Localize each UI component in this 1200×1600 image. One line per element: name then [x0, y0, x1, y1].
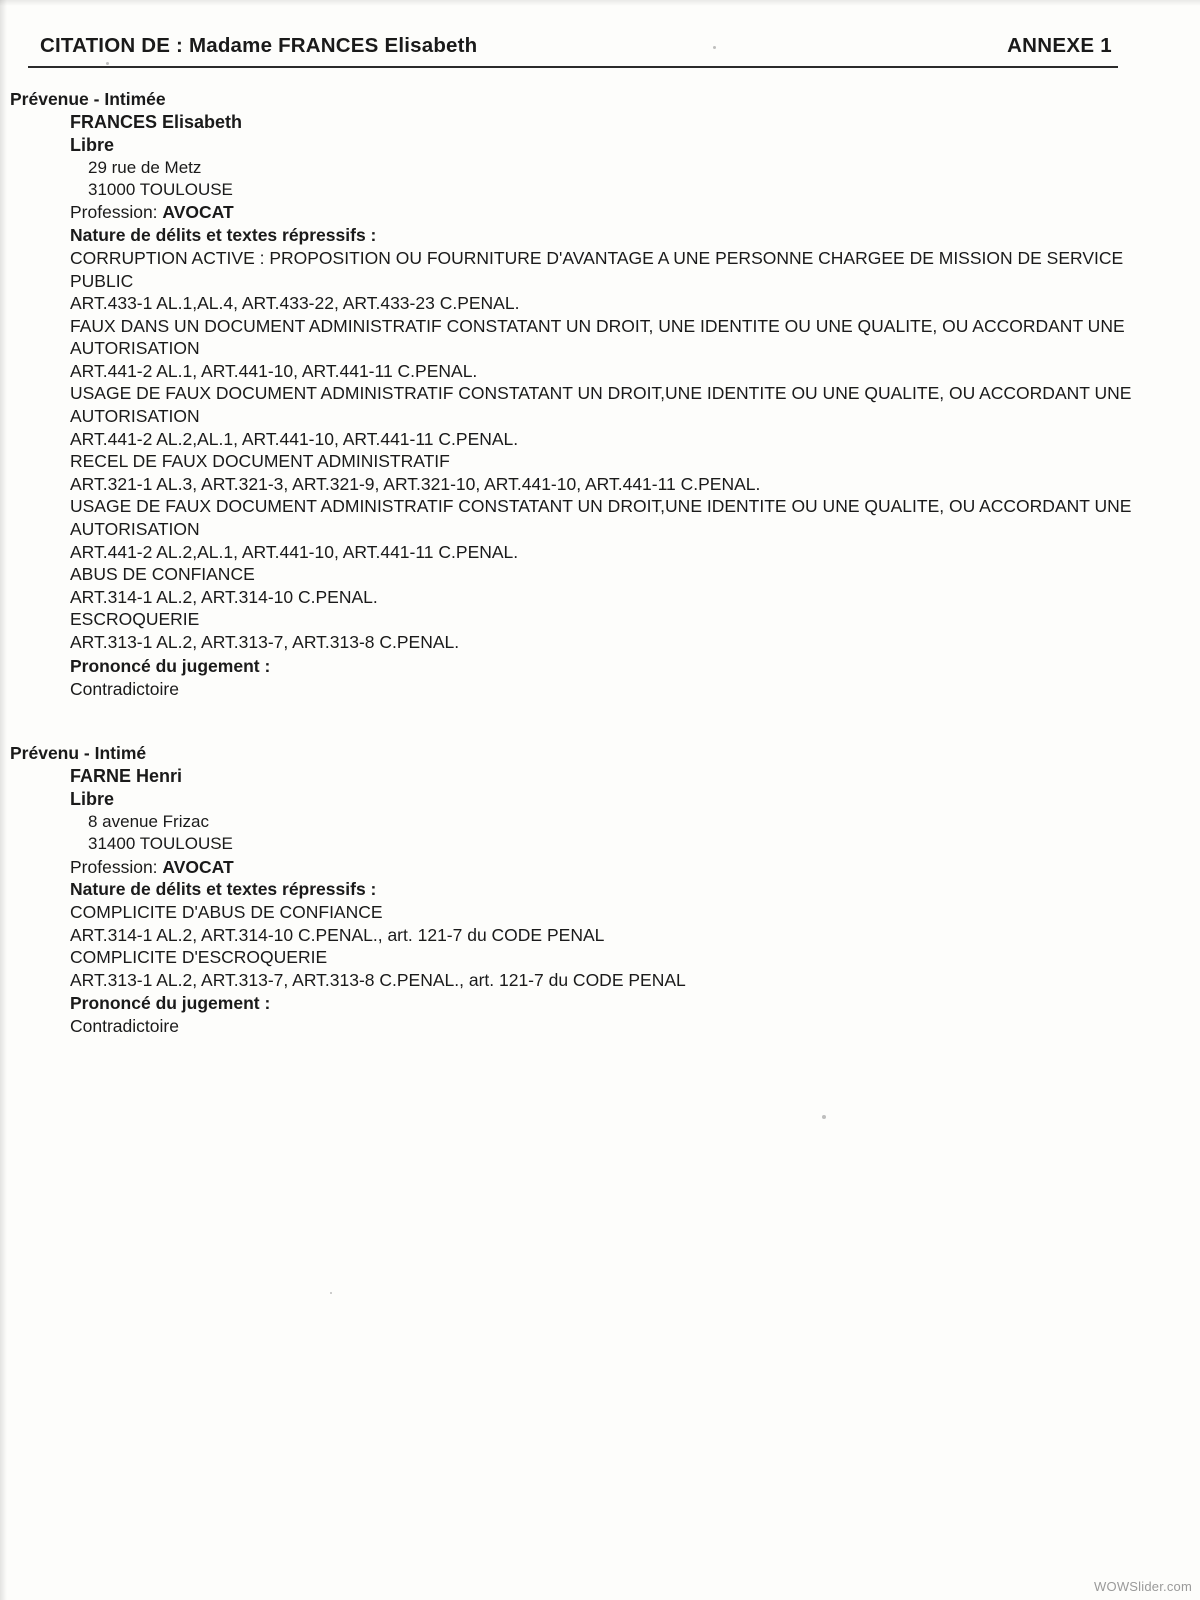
- document-header: [40, 34, 1112, 58]
- scan-edge-shadow-top: [0, 0, 1200, 6]
- offence-item: ART.313-1 AL.2, ART.313-7, ART.313-8 C.PENAL.: [70, 632, 460, 652]
- offence-item: ART.441-2 AL.1, ART.441-10, ART.441-11 C.PENAL.: [70, 360, 478, 381]
- scan-edge-shadow-left: [0, 0, 7, 1600]
- profession-value: AVOCAT: [162, 202, 234, 223]
- offence-item: ART.441-2 AL.2,AL.1, ART.441-10, ART.441-11 C.PENAL.: [70, 428, 519, 449]
- offence-item: CORRUPTION ACTIVE : PROPOSITION OU FOURNITURE D'AVANTAGE A UNE PERSONNE CHARGEE DE MISSION DE SERVICE PUBLIC: [70, 247, 1124, 291]
- judgment-value: Contradictoire: [70, 1016, 179, 1037]
- offence-item: ART.433-1 AL.1,AL.4, ART.433-22, ART.433-23 C.PENAL.: [70, 293, 520, 314]
- section-spacer: [10, 722, 1190, 742]
- party-profession: [70, 856, 1190, 879]
- party-role: Prévenue - Intimée: [10, 89, 166, 109]
- offence-item: ART.313-1 AL.2, ART.313-7, ART.313-8 C.PENAL., art. 121-7 du CODE PENAL: [70, 969, 686, 990]
- offence-item: FAUX DANS UN DOCUMENT ADMINISTRATIF CONSTATANT UN DROIT, UNE IDENTITE OU UNE QUALITE, OU ACCORDANT UNE AUTORISATION: [70, 315, 1125, 359]
- profession-value: AVOCAT: [162, 856, 234, 877]
- offences-list: [70, 901, 1190, 991]
- party-block: [10, 742, 1190, 1038]
- document-body: [10, 88, 1190, 1060]
- party-status: Libre: [70, 134, 115, 155]
- offence-item: COMPLICITE D'ESCROQUERIE: [70, 947, 328, 968]
- scan-speckle: [713, 46, 716, 49]
- profession-label: Profession:: [70, 202, 158, 223]
- offence-item: ART.441-2 AL.2,AL.1, ART.441-10, ART.441-11 C.PENAL.: [70, 541, 519, 562]
- party-name: FRANCES Elisabeth: [70, 111, 243, 132]
- party-block: [10, 88, 1190, 700]
- offences-label: Nature de délits et textes répressifs :: [70, 224, 377, 245]
- party-address-line1: 8 avenue Frizac: [88, 811, 209, 831]
- judgment-label: Prononcé du jugement :: [70, 993, 271, 1014]
- offence-item: USAGE DE FAUX DOCUMENT ADMINISTRATIF CONSTATANT UN DROIT,UNE IDENTITE OU UNE QUALITE, OU ACCORDANT UNE AUTORISATION: [70, 496, 1132, 540]
- profession-label: Profession:: [70, 856, 158, 877]
- offence-item: ART.314-1 AL.2, ART.314-10 C.PENAL.: [70, 586, 378, 607]
- party-address-line2: 31000 TOULOUSE: [88, 179, 233, 199]
- offences-list: [70, 247, 1190, 654]
- offence-item: ART.314-1 AL.2, ART.314-10 C.PENAL., art. 121-7 du CODE PENAL: [70, 924, 605, 945]
- page-title: CITATION DE : Madame FRANCES Elisabeth: [40, 34, 478, 57]
- judgment-value: Contradictoire: [70, 678, 179, 699]
- party-status: Libre: [70, 788, 115, 809]
- header-divider: [28, 66, 1118, 68]
- offence-item: ABUS DE CONFIANCE: [70, 564, 255, 585]
- offences-label: Nature de délits et textes répressifs :: [70, 879, 377, 900]
- party-address-line2: 31400 TOULOUSE: [88, 834, 233, 854]
- offence-item: ESCROQUERIE: [70, 609, 200, 630]
- annex-label: ANNEXE 1: [1007, 34, 1112, 57]
- offence-item: ART.321-1 AL.3, ART.321-3, ART.321-9, ART.321-10, ART.441-10, ART.441-11 C.PENAL.: [70, 473, 761, 494]
- watermark: WOWSlider.com: [1094, 1579, 1192, 1594]
- offence-item: USAGE DE FAUX DOCUMENT ADMINISTRATIF CONSTATANT UN DROIT,UNE IDENTITE OU UNE QUALITE, OU ACCORDANT UNE AUTORISATION: [70, 383, 1132, 427]
- party-profession: [70, 201, 1190, 224]
- judgment-label: Prononcé du jugement :: [70, 655, 271, 676]
- party-role: Prévenu - Intimé: [10, 743, 147, 764]
- party-name: FARNE Henri: [70, 765, 183, 786]
- scan-speckle: [106, 62, 109, 65]
- party-address-line1: 29 rue de Metz: [88, 157, 202, 177]
- offence-item: RECEL DE FAUX DOCUMENT ADMINISTRATIF: [70, 451, 450, 472]
- scan-speckle: [822, 1115, 826, 1119]
- offence-item: COMPLICITE D'ABUS DE CONFIANCE: [70, 902, 383, 923]
- scan-speckle: [330, 1292, 332, 1294]
